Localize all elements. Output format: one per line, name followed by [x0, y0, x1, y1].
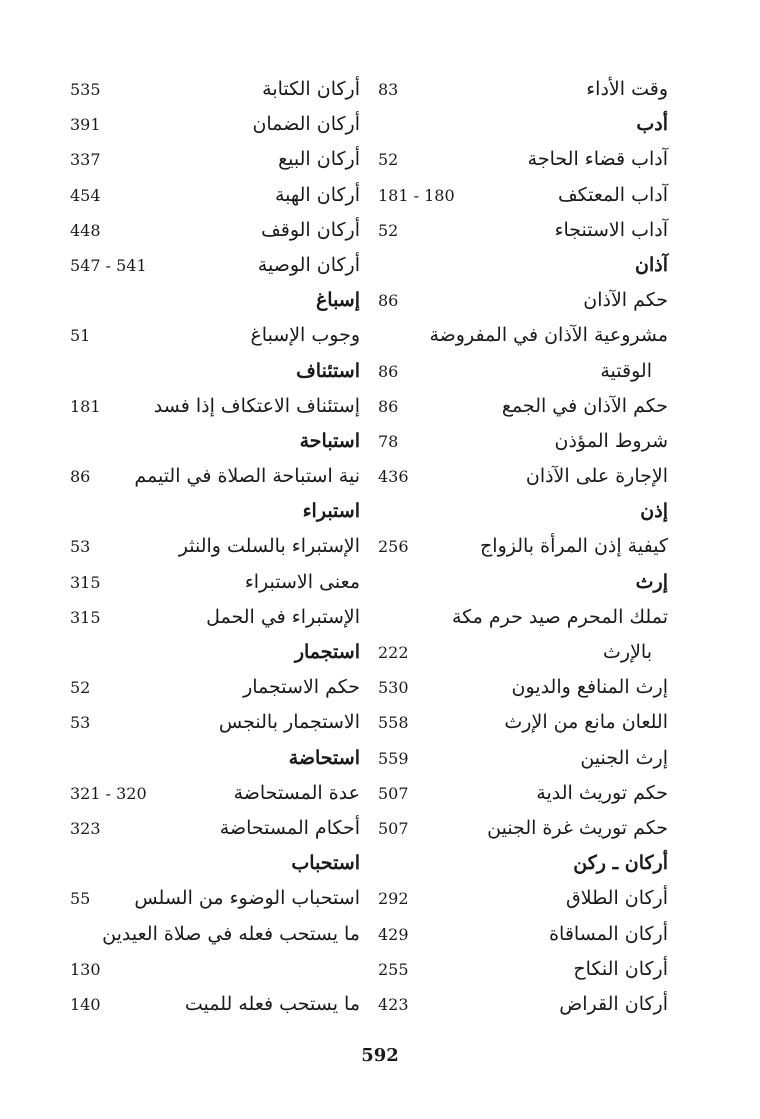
page-ref: 423 — [378, 994, 409, 1014]
entry-label: اللعان مانع من الإرث — [504, 711, 668, 734]
page-ref: 181 - 180 — [378, 185, 455, 205]
index-entry — [378, 670, 668, 705]
page-ref: 448 — [70, 220, 101, 240]
index-entry — [378, 389, 668, 424]
index-heading — [70, 635, 360, 670]
index-entry — [378, 529, 668, 564]
index-entry — [70, 248, 360, 283]
page-ref: 315 — [70, 607, 101, 627]
entry-label: أركان القراض — [559, 992, 668, 1015]
heading-label: إذن — [640, 500, 668, 523]
page-ref: 222 — [378, 643, 409, 662]
entry-label: إستئناف الاعتكاف إذا فسد — [153, 394, 360, 417]
entry-label: أركان الهبة — [274, 183, 360, 206]
index-entry — [378, 776, 668, 811]
page-ref: 86 — [378, 361, 399, 381]
entry-label: أحكام المستحاضة — [219, 816, 360, 839]
page-ref: 256 — [378, 537, 409, 557]
page-ref: 323 — [70, 818, 101, 838]
page-ref: 436 — [378, 467, 409, 487]
index-heading — [378, 565, 668, 600]
entry-label: إرث الجنين — [580, 746, 668, 769]
index-entry — [378, 72, 668, 107]
entry-label: أركان النكاح — [573, 957, 668, 980]
page-ref: 292 — [378, 889, 409, 909]
entry-label: وجوب الإسباغ — [250, 324, 360, 347]
page-ref: 547 - 541 — [70, 255, 147, 275]
entry-label: آداب المعتكف — [557, 183, 668, 206]
page-ref: 454 — [70, 185, 101, 205]
entry-label: ما يستحب فعله في صلاة العيدين — [102, 922, 360, 945]
entry-label: الإجارة على الآذان — [525, 465, 668, 488]
heading-label: آذان — [635, 253, 668, 276]
entry-label: الإستبراء في الحمل — [206, 605, 360, 628]
heading-label: إرث — [635, 570, 668, 593]
page-ref: 130 — [70, 959, 101, 979]
index-entry — [378, 881, 668, 916]
index-entry — [70, 670, 360, 705]
index-entry — [378, 635, 668, 670]
entry-label: الاستجمار بالنجس — [218, 711, 360, 734]
index-entry — [70, 107, 360, 142]
page-ref: 86 — [378, 291, 399, 311]
index-entry — [378, 952, 668, 987]
heading-label: استبراء — [302, 500, 360, 523]
index-entry — [378, 600, 668, 635]
entry-label: أركان الكتابة — [262, 78, 360, 100]
index-entry — [378, 987, 668, 1022]
index-heading — [70, 741, 360, 776]
entry-label: بالإرث — [603, 641, 652, 663]
heading-label: استحباب — [291, 852, 360, 875]
index-heading — [378, 107, 668, 142]
entry-label: استحباب الوضوء من السلس — [134, 887, 360, 910]
page-ref: 52 — [378, 220, 399, 240]
page-ref: 140 — [70, 994, 101, 1014]
index-entry — [378, 811, 668, 846]
index-entry — [70, 213, 360, 248]
index-entry — [70, 881, 360, 916]
page-ref: 321 - 320 — [70, 783, 147, 803]
heading-label: إسباغ — [315, 289, 360, 312]
index-heading — [378, 248, 668, 283]
index-entry — [70, 389, 360, 424]
index-entry — [70, 952, 360, 987]
index-entry — [70, 142, 360, 177]
entry-label: آداب الاستنجاء — [554, 218, 668, 241]
entry-label: نية استباحة الصلاة في التيمم — [134, 465, 360, 488]
entry-label: ما يستحب فعله للميت — [184, 992, 360, 1015]
index-entry — [378, 178, 668, 213]
page-number: 592 — [361, 1045, 399, 1066]
index-entry — [378, 283, 668, 318]
page-ref: 559 — [378, 748, 409, 768]
heading-label: أدب — [636, 113, 668, 136]
entry-label: أركان الطلاق — [565, 887, 668, 910]
index-entry — [378, 459, 668, 494]
entry-label: شروط المؤذن — [554, 429, 668, 452]
entry-label: الوقتية — [600, 359, 652, 382]
page-ref: 507 — [378, 783, 409, 803]
index-entry — [70, 178, 360, 213]
index-heading — [70, 424, 360, 459]
entry-label: معنى الاستبراء — [244, 570, 360, 593]
index-entry — [70, 459, 360, 494]
index-heading — [70, 846, 360, 881]
index-entry — [378, 917, 668, 952]
page-ref: 83 — [378, 80, 399, 99]
index-entry — [378, 741, 668, 776]
index-entry — [378, 354, 668, 389]
index-entry — [378, 213, 668, 248]
index-entry — [70, 811, 360, 846]
index-heading — [70, 354, 360, 389]
page-ref: 391 — [70, 115, 101, 135]
page-ref: 181 — [70, 396, 101, 416]
heading-label: استباحة — [299, 429, 360, 452]
index-entry — [378, 705, 668, 740]
entry-label: تملك المحرم صيد حرم مكة — [452, 605, 668, 628]
entry-label: حكم توريث غرة الجنين — [487, 816, 668, 839]
page-ref: 55 — [70, 889, 91, 909]
page-ref: 255 — [378, 959, 409, 979]
index-entry — [70, 600, 360, 635]
page-ref: 53 — [70, 713, 91, 733]
index-entry — [70, 565, 360, 600]
index-entry — [378, 424, 668, 459]
entry-label: أركان الضمان — [252, 113, 360, 136]
heading-label: أركان ـ ركن — [573, 852, 668, 875]
entry-label: الإستبراء بالسلت والنثر — [178, 535, 360, 558]
index-entry — [70, 72, 360, 107]
entry-label: أركان الوصية — [257, 253, 360, 276]
index-heading — [378, 494, 668, 529]
index-entry — [70, 917, 360, 952]
entry-label: آداب قضاء الحاجة — [527, 148, 668, 171]
page-ref: 530 — [378, 678, 409, 698]
entry-label: عدة المستحاضة — [233, 781, 360, 804]
page-ref: 315 — [70, 572, 101, 592]
page-ref: 86 — [378, 396, 399, 416]
entry-label: حكم توريث الدية — [536, 781, 668, 804]
index-entry — [70, 776, 360, 811]
page-ref: 558 — [378, 713, 409, 733]
entry-label: أركان البيع — [278, 148, 360, 171]
page-ref: 337 — [70, 150, 101, 170]
page-ref: 52 — [378, 150, 399, 170]
heading-label: استئناف — [296, 359, 360, 382]
heading-label: استجمار — [294, 641, 360, 663]
entry-label: أركان المساقاة — [549, 922, 668, 945]
index-entry — [70, 705, 360, 740]
entry-label: كيفية إذن المرأة بالزواج — [480, 535, 668, 558]
index-column-left — [70, 72, 360, 1022]
entry-label: أركان الوقف — [261, 218, 360, 241]
index-entry — [70, 529, 360, 564]
index-heading — [70, 494, 360, 529]
entry-label: مشروعية الآذان في المفروضة — [429, 324, 668, 347]
page-ref: 52 — [70, 678, 91, 698]
entry-label: وقت الأداء — [586, 78, 668, 100]
page-ref: 429 — [378, 924, 409, 944]
page-ref: 78 — [378, 431, 399, 451]
index-column-right — [378, 72, 668, 1022]
entry-label: حكم الآذان — [583, 289, 668, 312]
index-entry — [70, 987, 360, 1022]
index-entry — [378, 142, 668, 177]
index-entry — [378, 318, 668, 353]
page-ref: 507 — [378, 818, 409, 838]
page-ref: 535 — [70, 80, 101, 99]
entry-label: حكم الاستجمار — [243, 676, 360, 699]
index-entry — [70, 318, 360, 353]
entry-label: حكم الآذان في الجمع — [501, 394, 668, 417]
page-ref: 53 — [70, 537, 91, 557]
page-ref: 51 — [70, 326, 91, 346]
page-ref: 86 — [70, 467, 91, 487]
index-heading — [378, 846, 668, 881]
entry-label: إرث المنافع والديون — [511, 676, 668, 699]
heading-label: استحاضة — [288, 746, 360, 769]
index-heading — [70, 283, 360, 318]
